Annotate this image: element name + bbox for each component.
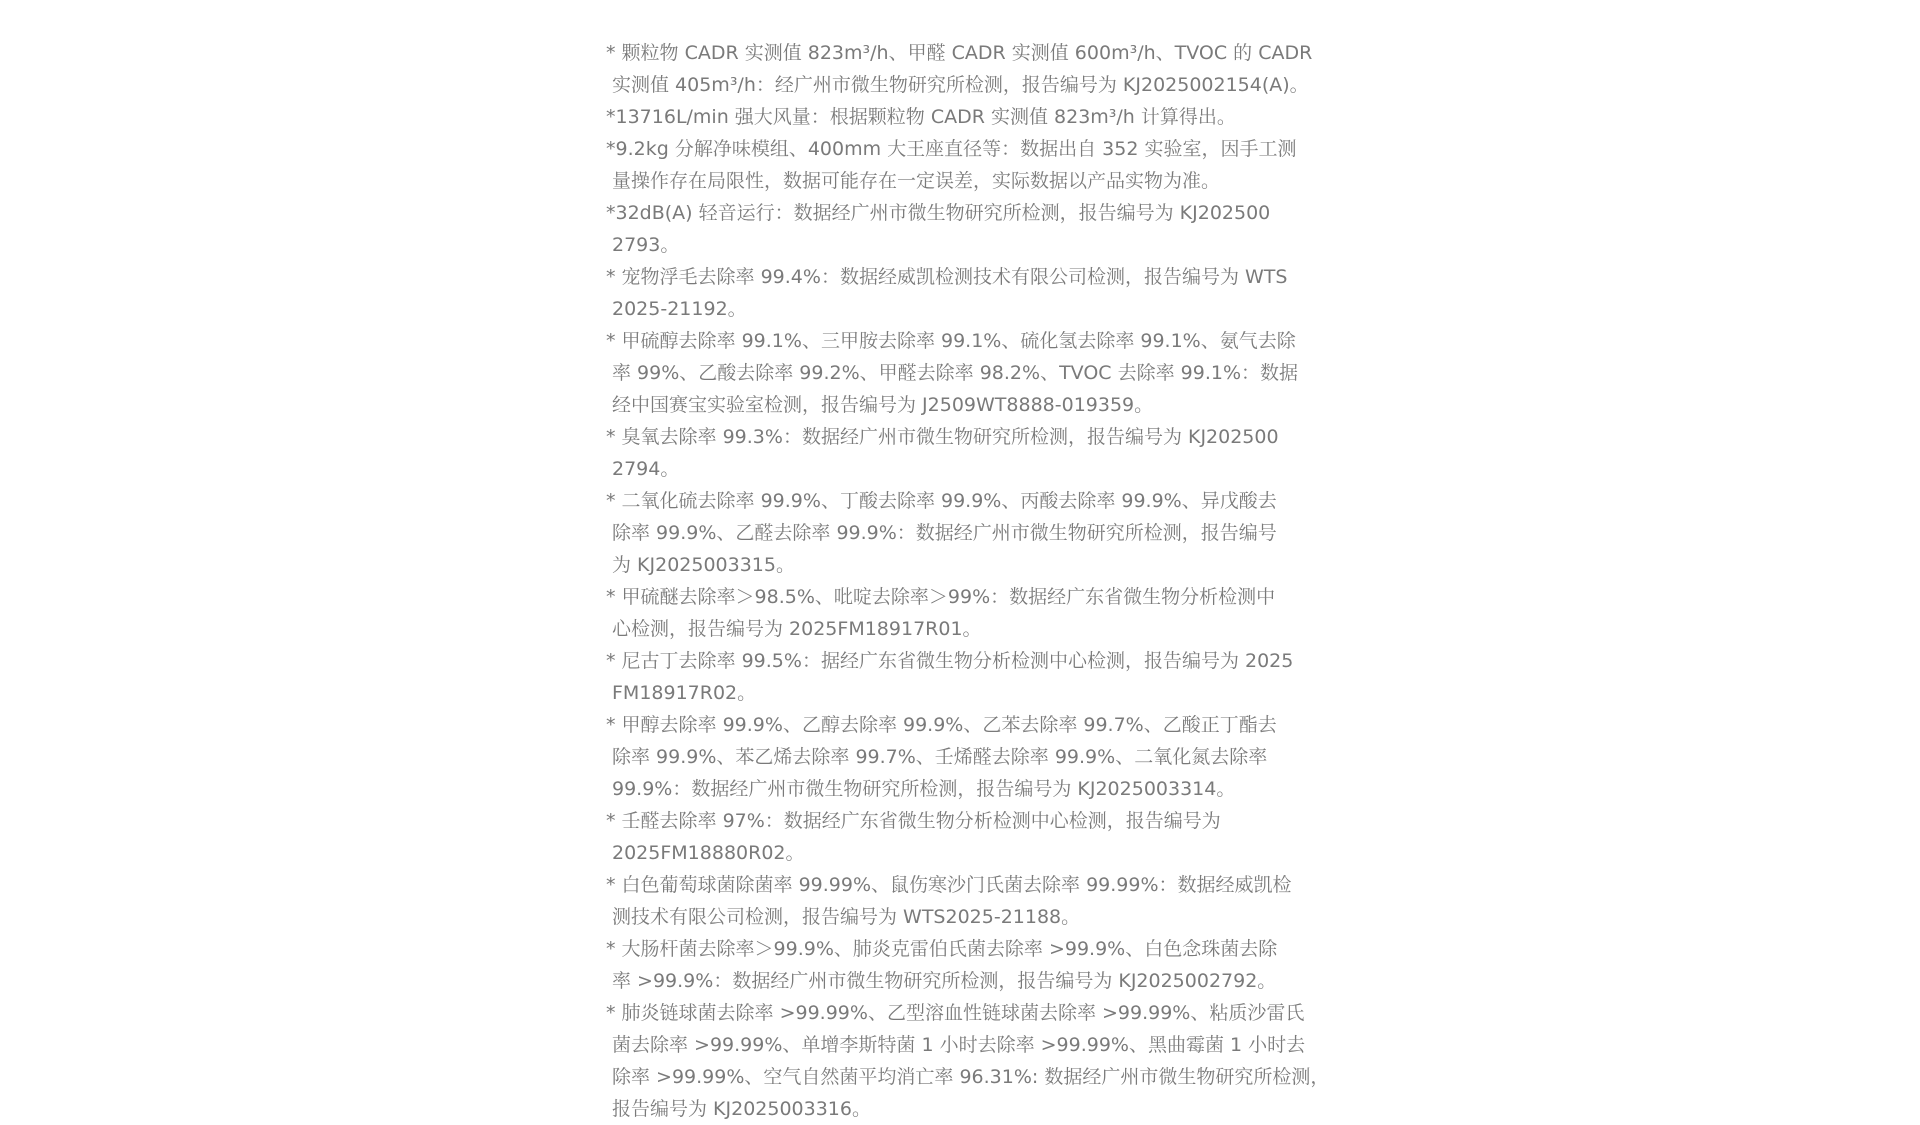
footnote-line: 2794。 xyxy=(612,458,680,480)
footnote-cadr xyxy=(606,37,1346,101)
footnote-line: * 大肠杆菌去除率＞99.9%、肺炎克雷伯氏菌去除率 >99.9%、白色念珠菌去除 xyxy=(606,938,1278,960)
footnote-line: 2025-21192。 xyxy=(612,298,747,320)
footnote-line: 量操作存在局限性，数据可能存在一定误差，实际数据以产品实物为准。 xyxy=(612,170,1221,192)
test-data-footnotes xyxy=(606,37,1346,1125)
footnote-line: * 臭氧去除率 99.3%：数据经广州市微生物研究所检测，报告编号为 KJ202500 xyxy=(606,426,1279,448)
footnote-line: 经中国赛宝实验室检测，报告编号为 J2509WT8888-019359。 xyxy=(612,394,1154,416)
footnote-line: 2025FM18880R02。 xyxy=(612,842,805,864)
footnote-streptococcus xyxy=(606,997,1346,1125)
footnote-line: 心检测，报告编号为 2025FM18917R01。 xyxy=(612,618,982,640)
footnote-line: * 甲硫醇去除率 99.1%、三甲胺去除率 99.1%、硫化氢去除率 99.1%、氨气去除 xyxy=(606,330,1296,352)
footnote-line: 除率 99.9%、乙醛去除率 99.9%：数据经广州市微生物研究所检测，报告编号 xyxy=(612,522,1277,544)
footnote-line: * 尼古丁去除率 99.5%：据经广东省微生物分析检测中心检测，报告编号为 2025 xyxy=(606,650,1294,672)
footnote-ecoli xyxy=(606,933,1346,997)
footnote-acid-gases xyxy=(606,485,1346,581)
footnote-line: 2793。 xyxy=(612,234,680,256)
footnote-line: 99.9%：数据经广州市微生物研究所检测，报告编号为 KJ2025003314。 xyxy=(612,778,1236,800)
footnote-ozone xyxy=(606,421,1346,485)
footnote-line: * 颗粒物 CADR 实测值 823m³/h、甲醛 CADR 实测值 600m³/h、TVOC 的 CADR xyxy=(606,42,1313,64)
footnote-line: *13716L/min 强大风量：根据颗粒物 CADR 实测值 823m³/h 计算得出。 xyxy=(606,106,1236,128)
footnote-airflow xyxy=(606,101,1346,133)
footnote-line: FM18917R02。 xyxy=(612,682,757,704)
footnote-odor-removal xyxy=(606,325,1346,421)
footnote-line: 实测值 405m³/h：经广州市微生物研究所检测，报告编号为 KJ2025002154(A)。 xyxy=(612,74,1309,96)
footnote-line: *32dB(A) 轻音运行：数据经广州市微生物研究所检测，报告编号为 KJ202500 xyxy=(606,202,1271,224)
footnote-line: * 甲醇去除率 99.9%、乙醇去除率 99.9%、乙苯去除率 99.7%、乙酸正丁酯去 xyxy=(606,714,1277,736)
footnote-line: 报告编号为 KJ2025003316。 xyxy=(612,1098,871,1120)
footnote-line: * 甲硫醚去除率＞98.5%、吡啶去除率＞99%：数据经广东省微生物分析检测中 xyxy=(606,586,1276,608)
footnote-vocs xyxy=(606,709,1346,805)
footnote-line: * 壬醛去除率 97%：数据经广东省微生物分析检测中心检测，报告编号为 xyxy=(606,810,1221,832)
footnote-line: 率 99%、乙酸去除率 99.2%、甲醛去除率 98.2%、TVOC 去除率 99.1%：数据 xyxy=(612,362,1298,384)
footnote-line: 测技术有限公司检测，报告编号为 WTS2025-21188。 xyxy=(612,906,1081,928)
footnote-line: 除率 >99.99%、空气自然菌平均消亡率 96.31%: 数据经广州市微生物研究所检测， xyxy=(612,1066,1330,1088)
footnote-module-size xyxy=(606,133,1346,197)
footnote-noise xyxy=(606,197,1346,261)
footnote-line: * 宠物浮毛去除率 99.4%：数据经威凯检测技术有限公司检测，报告编号为 WTS xyxy=(606,266,1288,288)
footnote-line: 菌去除率 >99.99%、单增李斯特菌 1 小时去除率 >99.99%、黑曲霉菌 1 小时去 xyxy=(612,1034,1306,1056)
footnote-line: 率 >99.9%：数据经广州市微生物研究所检测，报告编号为 KJ2025002792。 xyxy=(612,970,1277,992)
footnote-line: 除率 99.9%、苯乙烯去除率 99.7%、壬烯醛去除率 99.9%、二氧化氮去除率 xyxy=(612,746,1268,768)
footnote-pet-hair xyxy=(606,261,1346,325)
footnote-line: * 白色葡萄球菌除菌率 99.99%、鼠伤寒沙门氏菌去除率 99.99%：数据经威凯检 xyxy=(606,874,1292,896)
footnote-line: *9.2kg 分解净味模组、400mm 大王座直径等：数据出自 352 实验室，因手工测 xyxy=(606,138,1297,160)
footnote-staph-salmonella xyxy=(606,869,1346,933)
footnote-line: * 肺炎链球菌去除率 >99.99%、乙型溶血性链球菌去除率 >99.99%、粘质沙雷氏 xyxy=(606,1002,1305,1024)
footnote-dimethyl-sulfide xyxy=(606,581,1346,645)
footnote-line: 为 KJ2025003315。 xyxy=(612,554,795,576)
footnote-nonanal xyxy=(606,805,1346,869)
footnote-nicotine xyxy=(606,645,1346,709)
footnote-line: * 二氧化硫去除率 99.9%、丁酸去除率 99.9%、丙酸去除率 99.9%、异戊酸去 xyxy=(606,490,1277,512)
